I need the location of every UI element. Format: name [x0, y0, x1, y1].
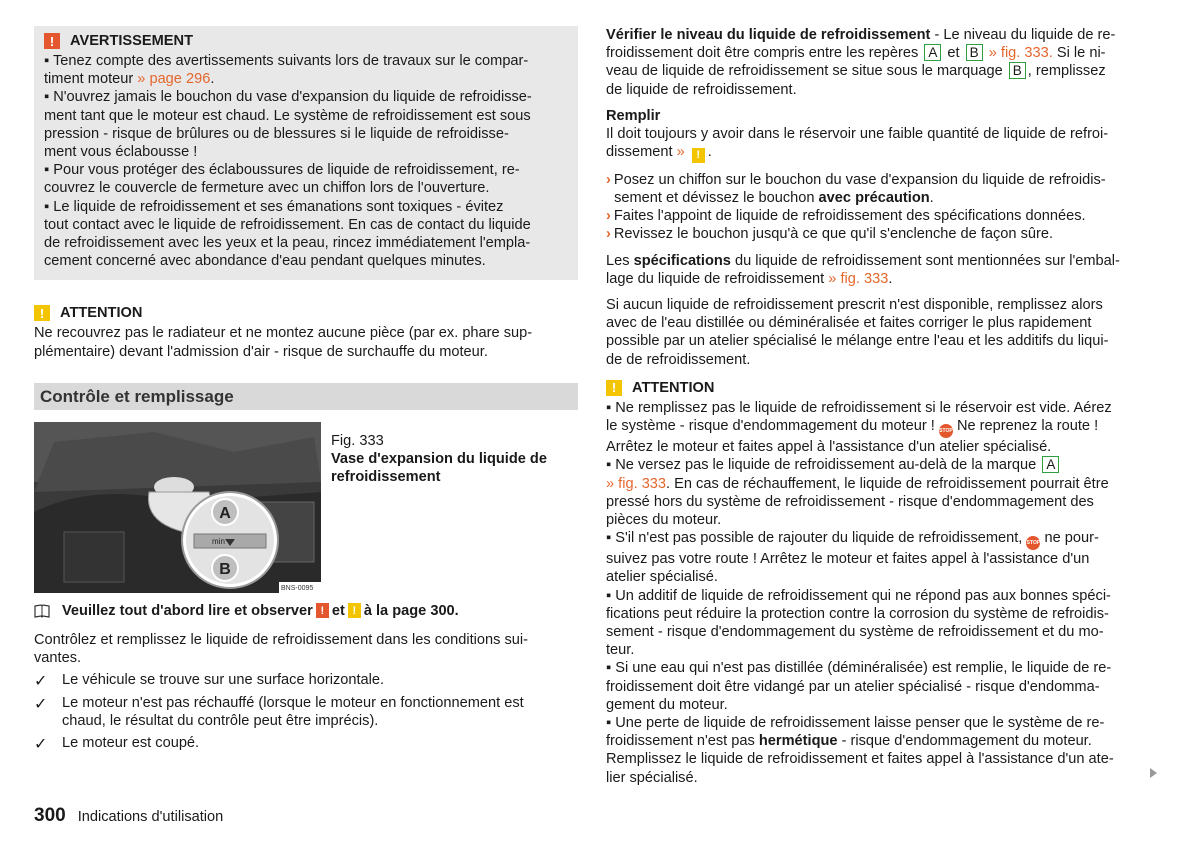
marker-b-label: B — [219, 560, 231, 578]
reference-page: à la page 300. — [363, 602, 459, 619]
warning-item: ▪ Pour vous protéger des éclaboussures de liquide de refroidissement, re- couvrez le couvercle de fermeture avec un chiffon lors de l'ouverture. — [44, 162, 520, 197]
figure-link[interactable]: » fig. 333 — [828, 270, 889, 287]
step-item: › Faites l'appoint de liquide de refroidissement des spécifications données. — [606, 208, 1086, 225]
check-mark-icon: ✓ — [34, 735, 48, 753]
steps-list — [606, 171, 1151, 244]
caution-icon: ! — [692, 148, 705, 163]
marker-b: B — [1009, 62, 1026, 79]
min-label: min — [212, 536, 225, 546]
check-mark-icon: ✓ — [34, 696, 48, 714]
stop-icon: STOP — [1026, 536, 1040, 550]
attention-item: ▪ Ne remplissez pas le liquide de refroidissement si le réservoir est vide. Aérez le système - risque d'endommagement du moteur ! STOP Ne reprenez la route ! Arrêtez le moteur et faites appel à l'assistance d'un atelier spécialisé. — [606, 399, 1112, 456]
figure — [34, 422, 578, 593]
attention-block — [34, 302, 578, 360]
fill-text: Il doit toujours y avoir dans le réservoir une faible quantité de liquide de refroi- dissement » ! . — [606, 126, 1109, 162]
step-item: › Revissez le bouchon jusqu'à ce que qu'il s'enclenche de façon sûre. — [606, 226, 1054, 243]
section-title: Contrôle et remplissage — [34, 383, 578, 410]
chapter-title: Indications d'utilisation — [77, 809, 224, 825]
attention-item: ▪ S'il n'est pas possible de rajouter du liquide de refroidissement, STOP ne pour- suivez pas votre route ! Arrêtez le moteur et faites appel à l'assistance d'un atelier spécialisé. — [606, 530, 1099, 586]
reference-line — [34, 603, 578, 619]
figure-link[interactable]: » fig. 333. — [988, 45, 1053, 62]
figure-caption — [331, 432, 547, 593]
attention-title: ATTENTION — [60, 305, 143, 322]
page-number: 300 — [34, 805, 66, 826]
step-arrow-icon: › — [606, 226, 611, 243]
warning-icon: ! — [44, 33, 60, 49]
page-footer — [34, 805, 223, 827]
caution-icon: ! — [348, 603, 361, 618]
marker-a: A — [924, 44, 941, 61]
page-link[interactable]: » page 296 — [137, 71, 211, 88]
figure-link[interactable]: » fig. 333 — [606, 475, 667, 492]
marker-b: B — [966, 44, 983, 61]
verify-paragraph: Vérifier le niveau du liquide de refroidissement - Le niveau du liquide de re- froidissement doit être compris entre les repères A et B » fig. 333. Si le ni- veau de liquide de refroidissement se situe sous le marquage B , remplissez de liquide de refroidissement. — [606, 27, 1116, 98]
attention-header — [606, 377, 1151, 399]
reference-and: et — [331, 602, 345, 619]
warning-title: AVERTISSEMENT — [70, 33, 193, 49]
caution-icon: ! — [34, 305, 50, 321]
marker-a-label: A — [219, 504, 231, 522]
stop-icon: STOP — [939, 424, 953, 438]
caution-icon: ! — [606, 380, 622, 396]
no-liquid-paragraph: Si aucun liquide de refroidissement prescrit n'est disponible, remplissez alors avec de l'eau distillée ou déminéralisée et faites corriger le plus rapidement possible par un atelier spécialisé le mélange entre l'eau et les additifs du liqui- de de refroidissement. — [606, 297, 1109, 368]
check-item: ✓ Le moteur est coupé. — [34, 734, 200, 753]
attention-header — [34, 302, 578, 324]
check-item: ✓ Le moteur n'est pas réchauffé (lorsque le moteur en fonctionnement est chaud, le résultat du contrôle peut être imprécis). — [34, 695, 524, 730]
check-mark-icon: ✓ — [34, 673, 48, 691]
book-icon — [34, 604, 50, 618]
attention-title: ATTENTION — [632, 379, 715, 396]
attention-item: ▪ Une perte de liquide de refroidissement laisse penser que le système de re- froidissement n'est pas hermétique - risque d'endommagement du moteur. Remplissez le liquide de refroidissement et faites appel à l'assistance d'un ate- lier spécialisé. — [606, 715, 1114, 786]
spec-paragraph: Les spécifications du liquide de refroidissement sont mentionnées sur l'embal- lage du liquide de refroidissement » fig. 333. — [606, 252, 1120, 287]
figure-title: Vase d'expansion du liquide de refroidissement — [331, 451, 547, 486]
intro-text: Contrôlez et remplissez le liquide de refroidissement dans les conditions sui- vantes. — [34, 631, 528, 667]
attention-item: ▪ Si une eau qui n'est pas distillée (déminéralisée) est remplie, le liquide de re- froidissement doit être vidangé par un atelier spécialisé - risque d'endomma- gement du moteur. — [606, 660, 1112, 713]
warning-header — [44, 30, 568, 52]
step-item: › Posez un chiffon sur le bouchon du vase d'expansion du liquide de refroidis- sement et dévissez le bouchon avec précaution. — [606, 171, 1106, 207]
warning-icon: ! — [316, 603, 329, 618]
continue-arrow-icon — [1150, 768, 1157, 778]
step-arrow-icon: › — [606, 171, 611, 188]
figure-number: Fig. 333 — [331, 432, 384, 449]
reference-text: Veuillez tout d'abord lire et observer — [62, 602, 313, 619]
engine-illustration — [34, 422, 321, 593]
warning-item: ▪ Tenez compte des avertissements suivants lors de travaux sur le compar- timent moteur » page 296. — [44, 53, 529, 88]
attention-item: ▪ Ne versez pas le liquide de refroidissement au-delà de la marque A » fig. 333. En cas de réchauffement, le liquide de refroidissement pourrait être pressé hors du système de refroidissement - risque d'endommagement des pièces du moteur. — [606, 457, 1109, 528]
engine-figure-image — [34, 422, 321, 593]
check-item: ✓ Le véhicule se trouve sur une surface horizontale. — [34, 672, 385, 691]
left-column — [34, 26, 578, 754]
warning-item: ▪ N'ouvrez jamais le bouchon du vase d'expansion du liquide de refroidisse- ment tant que le moteur est chaud. Le système de refroidissement est sous pression - risque de brûlures ou de blessures si le liquide de refroidisse- ment vous éclabousse ! — [44, 89, 532, 161]
check-list — [34, 671, 578, 753]
attention-block-2 — [606, 377, 1151, 787]
right-column — [606, 26, 1151, 787]
caution-link[interactable]: » — [676, 144, 685, 161]
step-arrow-icon: › — [606, 208, 611, 225]
warning-box — [34, 26, 578, 280]
marker-a: A — [1042, 456, 1059, 473]
attention-item: ▪ Un additif de liquide de refroidissement qui ne répond pas aux bonnes spéci- fications peut réduire la protection contre la corrosion du système de refroidis- sement - risque d'endommagement du système de refroidissement et du mo- teur. — [606, 587, 1111, 659]
warning-item: ▪ Le liquide de refroidissement et ses émanations sont toxiques - évitez tout contact avec le liquide de refroidissement. En cas de contact du liquide de refroidissement avec les yeux et la peau, rincez immédiatement l'empla- cement concerné avec abondance d'eau pendant quelques minutes. — [44, 198, 531, 270]
attention-text: Ne recouvrez pas le radiateur et ne montez aucune pièce (par ex. phare sup- plémentaire) devant l'admission d'air - risque de surchauffe du moteur. — [34, 325, 533, 360]
figure-code: BNS-0095 — [281, 584, 314, 592]
fill-title: Remplir — [606, 107, 661, 124]
